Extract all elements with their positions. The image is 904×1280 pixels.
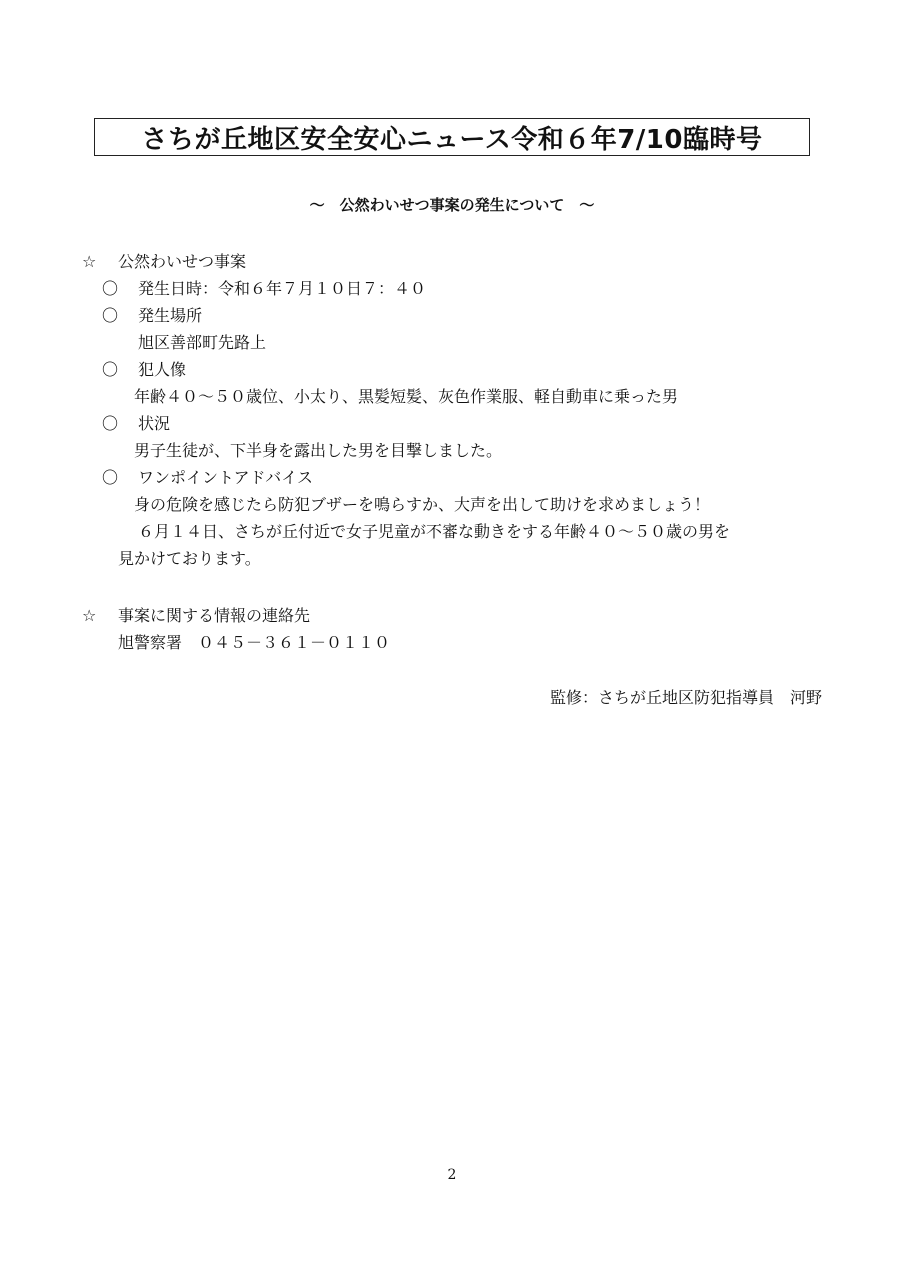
- circle-bullet-icon: 〇: [102, 468, 119, 487]
- list-item-detail: 見かけております。: [118, 549, 261, 568]
- list-item-detail: 旭区善部町先路上: [138, 333, 267, 352]
- list-item: 犯人像: [138, 360, 187, 379]
- list-item: 発生場所: [138, 306, 203, 325]
- list-item: 発生日時：令和６年７月１０日７：４０: [138, 279, 427, 298]
- list-item-detail: 男子生徒が、下半身を露出した男を目撃しました。: [134, 441, 503, 460]
- subtitle: ～ 公然わいせつ事案の発生について ～: [309, 196, 595, 214]
- circle-bullet-icon: 〇: [102, 306, 119, 325]
- circle-bullet-icon: 〇: [102, 414, 119, 433]
- title-box: [94, 118, 810, 156]
- section-heading: 事案に関する情報の連絡先: [118, 606, 311, 625]
- list-item: ワンポイントアドバイス: [138, 468, 314, 487]
- supervisor-signature: 監修：さちが丘地区防犯指導員 河野: [549, 688, 822, 707]
- circle-bullet-icon: 〇: [102, 360, 119, 379]
- page-number: 2: [447, 1167, 457, 1183]
- star-icon: ☆: [82, 252, 97, 271]
- list-item-detail: 年齢４０～５０歳位、小太り、黒髪短髪、灰色作業服、軽自動車に乗った男: [134, 387, 679, 406]
- list-item-detail: ６月１４日、さちが丘付近で女子児童が不審な動きをする年齢４０～５０歳の男を: [138, 522, 731, 541]
- star-icon: ☆: [82, 606, 97, 625]
- contact-info: 旭警察署 ０４５－３６１－０１１０: [118, 633, 391, 652]
- list-item-detail: 身の危険を感じたら防犯ブザーを鳴らすか、大声を出して助けを求めましょう！: [134, 495, 711, 514]
- circle-bullet-icon: 〇: [102, 279, 119, 298]
- section-heading: 公然わいせつ事案: [118, 252, 247, 271]
- page-title: さちが丘地区安全安心ニュース令和６年7/10臨時号: [141, 124, 763, 155]
- list-item: 状況: [138, 414, 171, 433]
